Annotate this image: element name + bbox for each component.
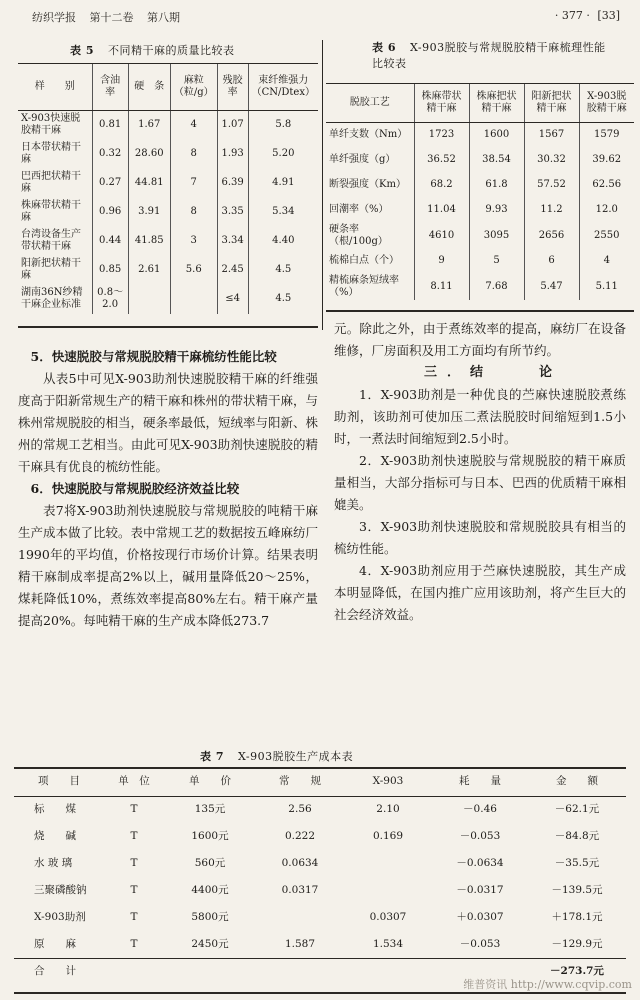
row-label: 单纤支数（Nm）	[329, 129, 408, 141]
table-cell	[256, 904, 344, 931]
table7-body	[14, 796, 626, 958]
table-row	[18, 227, 318, 256]
paragraph-5: 从表5中可见X-903助剂快速脱胶精干麻的纤维强度高于阳新常规生产的精干麻和株州的带状精干麻，与株州常规脱胶的相当，硬条率最低，短绒率与阳新、株州的常规工艺相当。由此可见X-903助剂快速脱胶的精干麻具有优良的梳纺性能。	[18, 371, 319, 474]
table-cell: 560元	[194, 857, 226, 870]
table-cell: 1.07	[217, 111, 248, 140]
table-cell: 8	[170, 198, 217, 227]
table5-top-rule	[18, 63, 318, 64]
table-cell	[344, 850, 432, 877]
table-cell: 4.40	[248, 227, 318, 256]
table-cell: 0.44	[92, 227, 128, 256]
column-header: 单 位	[104, 768, 164, 796]
table-cell: 4.5	[248, 285, 318, 314]
table-cell: 2.45	[217, 256, 248, 285]
table6	[326, 84, 634, 300]
table-cell: 8.11	[414, 274, 469, 300]
row-label: 断裂强度（Km）	[329, 179, 406, 190]
column-header: X-903脱胶精干麻	[579, 84, 634, 123]
table-cell: 3.35	[217, 198, 248, 227]
column-header: X-903	[344, 768, 432, 796]
conclusion-item-4: 4．X-903助剂应用于苎麻快速脱胶，其生产成本明显降低，在国内推广应用该助剂，将产生巨大的社会经济效益。	[334, 563, 626, 622]
table5-bottom-rule	[18, 326, 318, 328]
table6-header	[326, 84, 634, 123]
table-cell: 38.54	[469, 148, 524, 173]
table-row	[18, 285, 318, 314]
table-cell: 5	[469, 249, 524, 274]
table-cell: －35.5元	[554, 857, 600, 870]
table-row	[14, 904, 626, 931]
conclusion-item-1: 1．X-903助剂是一种优良的苎麻快速脱胶煮练助剂，该助剂可使加压二煮法脱胶时间缩短到1.5小时，一煮法时间缩短到2.5小时。	[334, 387, 626, 446]
table-cell: 7	[170, 169, 217, 198]
conclusion-item-3: 3．X-903助剂快速脱胶和常规脱胶具有相当的梳纺性能。	[334, 519, 626, 556]
table-row	[326, 173, 634, 198]
table-cell: 0.32	[92, 140, 128, 169]
total-label: 合 计	[14, 958, 104, 984]
table-cell: T	[130, 937, 138, 950]
table-cell: 1579	[579, 123, 634, 148]
column-divider	[322, 40, 323, 330]
row-label: 水 玻 璃	[34, 857, 73, 870]
row-label: 回潮率（%）	[329, 204, 389, 215]
table-cell: 0.0634	[281, 857, 319, 870]
table-row	[326, 148, 634, 173]
table-cell: T	[130, 911, 138, 924]
running-header	[32, 9, 180, 25]
table-cell: 3.34	[217, 227, 248, 256]
table-cell: 3.91	[128, 198, 170, 227]
issue: 第八期	[147, 11, 180, 24]
table-cell: 0.27	[92, 169, 128, 198]
table-cell: 5.20	[248, 140, 318, 169]
table-cell: 36.52	[414, 148, 469, 173]
table-cell: －84.8元	[554, 830, 600, 843]
table-cell: 3	[170, 227, 217, 256]
section-heading-5: 5．快速脱胶与常规脱胶精干麻梳纺性能比较	[30, 349, 277, 364]
table-cell: 1.587	[284, 937, 316, 950]
table-row	[14, 796, 626, 823]
table7-caption: 表 7 X-903脱胶生产成本表	[200, 750, 354, 763]
table-row	[18, 198, 318, 227]
table-cell: －62.1元	[554, 803, 600, 816]
table-cell: ＋178.1元	[551, 911, 603, 924]
column-header: 耗 量	[432, 768, 528, 796]
table-row	[14, 823, 626, 850]
table-cell: 2.56	[288, 803, 312, 816]
table-cell: 4.5	[248, 256, 318, 285]
table-cell: 11.04	[414, 198, 469, 223]
table-cell: 0.0317	[281, 884, 319, 897]
table-cell: 5.6	[170, 256, 217, 285]
table-cell: 4	[170, 111, 217, 140]
row-label: 烧 碱	[34, 830, 76, 843]
row-label: X-903助剂	[34, 911, 86, 924]
table-cell: 9.93	[469, 198, 524, 223]
table-row	[14, 850, 626, 877]
table-cell: 61.8	[469, 173, 524, 198]
table-cell: 5.11	[579, 274, 634, 300]
column-header: 株麻把状精干麻	[469, 84, 524, 123]
row-label: 精梳麻条短绒率（%）	[329, 274, 399, 298]
table-cell: 30.32	[524, 148, 579, 173]
table-cell: 44.81	[128, 169, 170, 198]
table-row	[18, 140, 318, 169]
column-header: 金 额	[528, 768, 626, 796]
table-cell: 6.39	[217, 169, 248, 198]
table-cell: 41.85	[128, 227, 170, 256]
row-label: 阳新把状精干麻	[21, 258, 81, 281]
table-cell: 1600元	[191, 830, 229, 843]
row-label: 湖南36N纱精干麻企业标准	[21, 287, 83, 310]
column-header: 残胶率	[217, 64, 248, 111]
table-cell: 1723	[414, 123, 469, 148]
table-cell: 2656	[524, 223, 579, 249]
left-column-text	[18, 346, 318, 632]
column-header: 项 目	[14, 768, 104, 796]
table-cell: －0.0317	[456, 884, 504, 897]
table6-top-rule	[326, 83, 634, 84]
table-row	[326, 249, 634, 274]
table-cell: －0.053	[459, 830, 501, 843]
table-cell: T	[130, 857, 138, 870]
row-label: 标 煤	[34, 803, 76, 816]
column-header: 束纤维强力（CN/Dtex）	[248, 64, 318, 111]
table-cell: 39.62	[579, 148, 634, 173]
table-cell: 0.96	[92, 198, 128, 227]
table-cell: 5.8	[248, 111, 318, 140]
column-header: 单 价	[164, 768, 256, 796]
table-row	[18, 169, 318, 198]
table-cell: T	[130, 803, 138, 816]
table-cell	[128, 285, 170, 314]
table6-caption: 表 6 X-903脱胶与常规脱胶精干麻梳理性能比较表	[372, 41, 606, 70]
paragraph-6: 表7将X-903助剂快速脱胶与常规脱胶的吨精干麻生产成本做了比较。表中常规工艺的数据按五峰麻纺厂1990年的平均值，价格按现行市场价计算。结果表明精干麻制成率提高2%以上，碱用量降低20～25%，煤耗降低10%，煮练效率提高80%左右。精干麻产量提高20%。每吨精干麻的生产成本降低273.7	[18, 503, 319, 628]
row-label: 原 麻	[34, 937, 76, 950]
table-cell: 2450元	[191, 937, 229, 950]
total-value: －273.7元	[528, 958, 626, 984]
volume: 第十二卷	[89, 11, 134, 24]
table-cell: －139.5元	[551, 884, 603, 897]
table-cell: 4610	[414, 223, 469, 249]
table-cell: 57.52	[524, 173, 579, 198]
table-cell: 1600	[469, 123, 524, 148]
conclusion-heading: 三．结 论	[423, 365, 562, 380]
table-cell: 2.10	[376, 803, 400, 816]
table-cell: 0.222	[284, 830, 316, 843]
table5	[18, 64, 318, 314]
row-label: 梳棉白点（个）	[329, 255, 399, 266]
table-cell: ＋0.0307	[456, 911, 504, 924]
page-number: · 377 · [33]	[554, 9, 620, 22]
table7-bottom-rule	[14, 992, 626, 994]
table-cell: 68.2	[414, 173, 469, 198]
table-cell: 5.34	[248, 198, 318, 227]
table-cell: 12.0	[579, 198, 634, 223]
right-column-text	[334, 318, 626, 626]
column-header: 硬 条	[128, 64, 170, 111]
table-cell: －0.46	[463, 803, 497, 816]
table-cell: 7.68	[469, 274, 524, 300]
table-cell: 62.56	[579, 173, 634, 198]
table7-header	[14, 768, 626, 796]
row-label: X-903快速脱胶精干麻	[21, 113, 81, 137]
column-header: 含油率	[92, 64, 128, 111]
table-cell: 0.85	[92, 256, 128, 285]
section-heading-6: 6．快速脱胶与常规脱胶经济效益比较	[30, 481, 240, 496]
row-label: 台湾设备生产带状精干麻	[21, 229, 81, 252]
column-header: 阳新把状精干麻	[524, 84, 579, 123]
table6-bottom-rule	[326, 310, 634, 312]
table-cell: 2550	[579, 223, 634, 249]
row-label: 三聚磷酸钠	[34, 884, 87, 897]
table-cell: ≤4	[217, 285, 248, 314]
table7	[14, 768, 626, 984]
table-cell: 28.60	[128, 140, 170, 169]
table-row	[326, 274, 634, 300]
table-cell: 2.61	[128, 256, 170, 285]
row-label: 株麻带状精干麻	[21, 200, 81, 223]
column-header: 株麻带状精干麻	[414, 84, 469, 123]
row-label: 硬条率（根/100g）	[329, 223, 388, 247]
column-header: 麻粒（粒/g）	[170, 64, 217, 111]
conclusion-item-2: 2．X-903助剂快速脱胶与常规脱胶的精干麻质量相当，大部分指标可与日本、巴西的优质精干麻相媲美。	[334, 453, 626, 512]
table5-caption: 表 5 不同精干麻的质量比较表	[70, 44, 235, 57]
row-label: 日本带状精干麻	[21, 142, 81, 165]
table-cell	[344, 877, 432, 904]
table-cell: 4400元	[191, 884, 229, 897]
table-cell: 0.0307	[369, 911, 407, 924]
table-cell: 4.91	[248, 169, 318, 198]
table-cell: －129.9元	[551, 937, 603, 950]
table-cell: 0.169	[372, 830, 404, 843]
table-cell: 1.534	[372, 937, 404, 950]
table-row	[18, 256, 318, 285]
table-cell: 1567	[524, 123, 579, 148]
column-header: 常 规	[256, 768, 344, 796]
table-cell: 4	[579, 249, 634, 274]
table7-top-rule	[14, 767, 626, 769]
row-label: 巴西把状精干麻	[21, 171, 81, 194]
table-cell: 9	[414, 249, 469, 274]
table-cell: T	[130, 884, 138, 897]
table-row	[326, 198, 634, 223]
table-cell: 1.67	[128, 111, 170, 140]
table-cell: 5.47	[524, 274, 579, 300]
table-cell: 5800元	[191, 911, 229, 924]
table-cell: T	[130, 830, 138, 843]
column-header: 样 别	[18, 64, 92, 111]
row-label: 单纤强度（g）	[329, 154, 396, 165]
table-cell: 6	[524, 249, 579, 274]
table-cell: 0.81	[92, 111, 128, 140]
journal-name: 纺织学报	[32, 11, 76, 24]
table6-body	[326, 123, 634, 300]
table-cell: 135元	[194, 803, 226, 816]
table-cell: －0.0634	[456, 857, 504, 870]
table-cell: 8	[170, 140, 217, 169]
table-cell: 3095	[469, 223, 524, 249]
table5-header	[18, 64, 318, 111]
table-row	[326, 123, 634, 148]
table-cell: －0.053	[459, 937, 501, 950]
continuation-paragraph: 元。除此之外，由于煮练效率的提高，麻纺厂在设备维修，厂房面积及用工方面均有所节约。	[334, 321, 626, 358]
table-row	[14, 877, 626, 904]
table5-body	[18, 111, 318, 314]
watermark: 维普资讯 http://www.cqvip.com	[463, 978, 632, 991]
column-header: 脱胶工艺	[326, 84, 414, 123]
table-row	[14, 931, 626, 958]
table-row	[326, 223, 634, 249]
table-row	[18, 111, 318, 140]
table-cell	[170, 285, 217, 314]
table-cell: 0.8～2.0	[92, 285, 128, 314]
table-cell: 1.93	[217, 140, 248, 169]
table-cell: 11.2	[524, 198, 579, 223]
